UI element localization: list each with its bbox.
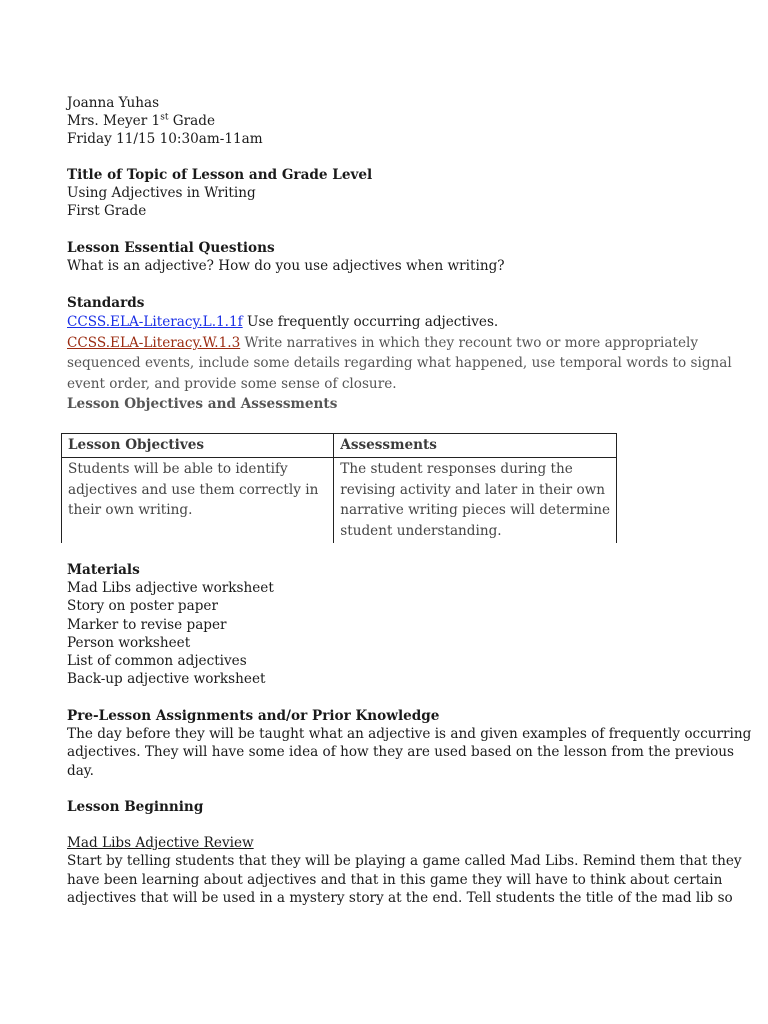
objectives-heading: Lesson Objectives and Assessments: [67, 396, 338, 413]
standards-section: [67, 294, 732, 415]
prelesson-line: day.: [67, 762, 95, 779]
cell-line: their own writing.: [68, 502, 193, 519]
materials-item: List of common adjectives: [67, 653, 247, 670]
beginning-subheading: Mad Libs Adjective Review: [67, 835, 254, 852]
materials-item: Person worksheet: [67, 634, 191, 651]
objectives-cell: [62, 457, 334, 543]
teacher-name: Mrs. Meyer 1: [67, 113, 161, 130]
assessments-cell: [334, 457, 617, 543]
beginning-line: Start by telling students that they will be playing a game called Mad Libs. Remind them that they: [67, 853, 742, 870]
title-section: [67, 166, 372, 221]
header-block: [67, 94, 263, 149]
table-row: [62, 457, 617, 543]
prelesson-heading: Pre-Lesson Assignments and/or Prior Knowledge: [67, 708, 440, 724]
beginning-line: have been learning about adjectives and that in this game they will have to think about certain: [67, 871, 723, 888]
materials-item: Story on poster paper: [67, 598, 218, 615]
standards-body: [67, 312, 732, 415]
standard-2: [67, 333, 732, 354]
title-heading: Title of Topic of Lesson and Grade Level: [67, 167, 373, 183]
materials-section: [67, 561, 274, 688]
table-header-row: [62, 434, 617, 458]
standard-2-cont: sequenced events, include some details regarding what happened, use temporal words to signal: [67, 355, 732, 372]
standards-heading: Standards: [67, 295, 145, 311]
beginning-heading: Lesson Beginning: [67, 799, 204, 815]
standard-1-link[interactable]: CCSS.ELA-Literacy.L.1.1f: [67, 314, 243, 331]
questions-text: What is an adjective? How do you use adjectives when writing?: [67, 258, 505, 275]
prelesson-section: [67, 707, 751, 780]
standard-2-link[interactable]: CCSS.ELA-Literacy.W.1.3: [67, 334, 241, 351]
lesson-datetime: Friday 11/15 10:30am-11am: [67, 131, 263, 148]
objectives-table: [61, 433, 617, 543]
materials-item: Marker to revise paper: [67, 616, 227, 633]
questions-heading: Lesson Essential Questions: [67, 240, 275, 256]
beginning-line: adjectives that will be used in a mystery story at the end. Tell students the title of the mad lib so: [67, 889, 733, 906]
materials-heading: Materials: [67, 562, 140, 578]
author-name: Joanna Yuhas: [67, 95, 160, 111]
title-line: Using Adjectives in Writing: [67, 185, 256, 202]
cell-line: revising activity and later in their own: [340, 481, 606, 498]
materials-item: Back-up adjective worksheet: [67, 671, 266, 688]
teacher-line: [67, 112, 263, 130]
questions-section: [67, 239, 505, 275]
beginning-section: [67, 798, 742, 907]
ordinal-sup: st: [160, 112, 169, 123]
cell-line: narrative writing pieces will determine: [340, 502, 610, 519]
cell-line: The student responses during the: [340, 460, 573, 477]
cell-line: Students will be able to identify: [68, 460, 288, 477]
standard-1: [67, 312, 732, 333]
standard-2-text: Write narratives in which they recount two or more appropriately: [240, 334, 699, 351]
table-header-assessments: Assessments: [334, 434, 617, 458]
cell-line: student understanding.: [340, 523, 502, 540]
title-line: First Grade: [67, 203, 147, 220]
standard-2-cont: event order, and provide some sense of closure.: [67, 375, 397, 392]
prelesson-line: adjectives. They will have some idea of how they are used based on the lesson from the previous: [67, 744, 734, 761]
prelesson-line: The day before they will be taught what an adjective is and given examples of frequently occurring: [67, 726, 752, 743]
materials-item: Mad Libs adjective worksheet: [67, 580, 274, 597]
standard-1-text: Use frequently occurring adjectives.: [242, 314, 499, 331]
cell-line: adjectives and use them correctly in: [68, 481, 319, 498]
table-header-objectives: Lesson Objectives: [62, 434, 334, 458]
grade-word: Grade: [168, 113, 215, 130]
